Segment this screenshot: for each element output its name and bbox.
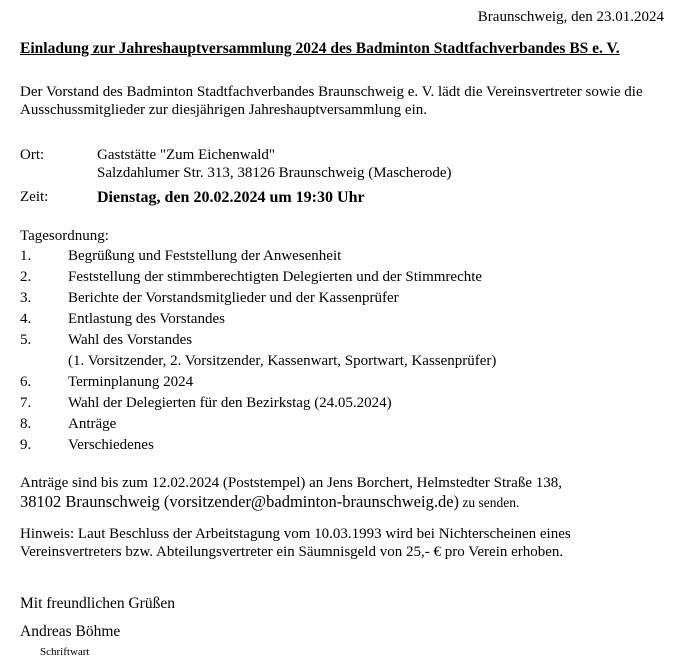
agenda-item-text: Verschiedenes [68, 437, 154, 453]
agenda-list [20, 246, 668, 456]
location-label: Ort: [20, 147, 45, 163]
notice-line-1: Hinweis: Laut Beschluss der Arbeitstagung vom 10.03.1993 wird bei Nichterscheinen eines [20, 526, 571, 542]
agenda-item-text: Entlastung des Vorstandes [68, 311, 225, 327]
agenda-item-text: Terminplanung 2024 [68, 374, 194, 390]
agenda-item [20, 393, 668, 414]
meeting-details [20, 146, 668, 208]
sender-role: Schriftwart [40, 646, 90, 658]
agenda-item-text: Wahl der Delegierten für den Bezirkstag (24.05.2024) [68, 395, 392, 411]
location-name: Gaststätte "Zum Eichenwald" [97, 147, 276, 163]
location-value [97, 146, 452, 182]
time-value: Dienstag, den 20.02.2024 um 19:30 Uhr [97, 189, 365, 206]
time-label: Zeit: [20, 189, 49, 205]
agenda-item-number: 3. [20, 290, 32, 306]
agenda-item [20, 267, 668, 288]
agenda-item-number: 5. [20, 332, 32, 348]
notice-line-2: Vereinsvertreters bzw. Abteilungsvertreter ein Säumnisgeld von 25,- € pro Verein erhoben. [20, 544, 564, 560]
agenda-item-text: Begrüßung und Feststellung der Anwesenheit [68, 248, 342, 264]
intro-line-1: Der Vorstand des Badminton Stadtfachverbandes Braunschweig e. V. lädt die Vereinsvertreter sowie die [20, 84, 643, 100]
agenda-item-number: 8. [20, 416, 32, 432]
agenda-item-text: Anträge [68, 416, 117, 432]
requests-line-2 [20, 492, 668, 513]
intro-paragraph [20, 83, 668, 119]
agenda-item-number: 9. [20, 437, 32, 453]
requests-line-1: Anträge sind bis zum 12.02.2024 (Poststempel) an Jens Borchert, Helmstedter Straße 138, [20, 475, 562, 491]
notice-paragraph [20, 525, 668, 561]
agenda-item-number: 6. [20, 374, 32, 390]
agenda-item-number: 1. [20, 248, 32, 264]
agenda-item-number: 7. [20, 395, 32, 411]
agenda-item [20, 414, 668, 435]
sender-name: Andreas Böhme [20, 623, 121, 640]
document-title: Einladung zur Jahreshauptversammlung 2024 des Badminton Stadtfachverbandes BS e. V. [20, 40, 620, 57]
agenda-heading: Tagesordnung: [20, 228, 109, 244]
agenda-item [20, 435, 668, 456]
location-row [20, 146, 668, 182]
agenda-item [20, 288, 668, 309]
agenda-item-text [68, 330, 496, 372]
date-line: Braunschweig, den 23.01.2024 [477, 9, 664, 25]
location-address: Salzdahlumer Str. 313, 38126 Braunschweig (Mascherode) [97, 165, 452, 181]
agenda-item [20, 309, 668, 330]
requests-address-email: 38102 Braunschweig (vorsitzender@badminton-braunschweig.de) [20, 492, 460, 511]
requests-line-2-tail: zu senden. [459, 495, 520, 510]
time-row [20, 188, 668, 208]
agenda-item [20, 372, 668, 393]
agenda-item-number: 4. [20, 311, 32, 327]
agenda-item-main: Wahl des Vorstandes [68, 332, 193, 348]
agenda-item-number: 2. [20, 269, 32, 285]
intro-line-2: Ausschussmitglieder zur diesjährigen Jahreshauptversammlung ein. [20, 102, 427, 118]
agenda-item [20, 246, 668, 267]
requests-paragraph [20, 474, 668, 513]
agenda-item-sub: (1. Vorsitzender, 2. Vorsitzender, Kassenwart, Sportwart, Kassenprüfer) [68, 353, 497, 369]
agenda-item-text: Berichte der Vorstandsmitglieder und der Kassenprüfer [68, 290, 399, 306]
agenda-item [20, 330, 668, 372]
agenda-item-text: Feststellung der stimmberechtigten Delegierten und der Stimmrechte [68, 269, 483, 285]
closing-salutation: Mit freundlichen Grüßen [20, 595, 175, 612]
